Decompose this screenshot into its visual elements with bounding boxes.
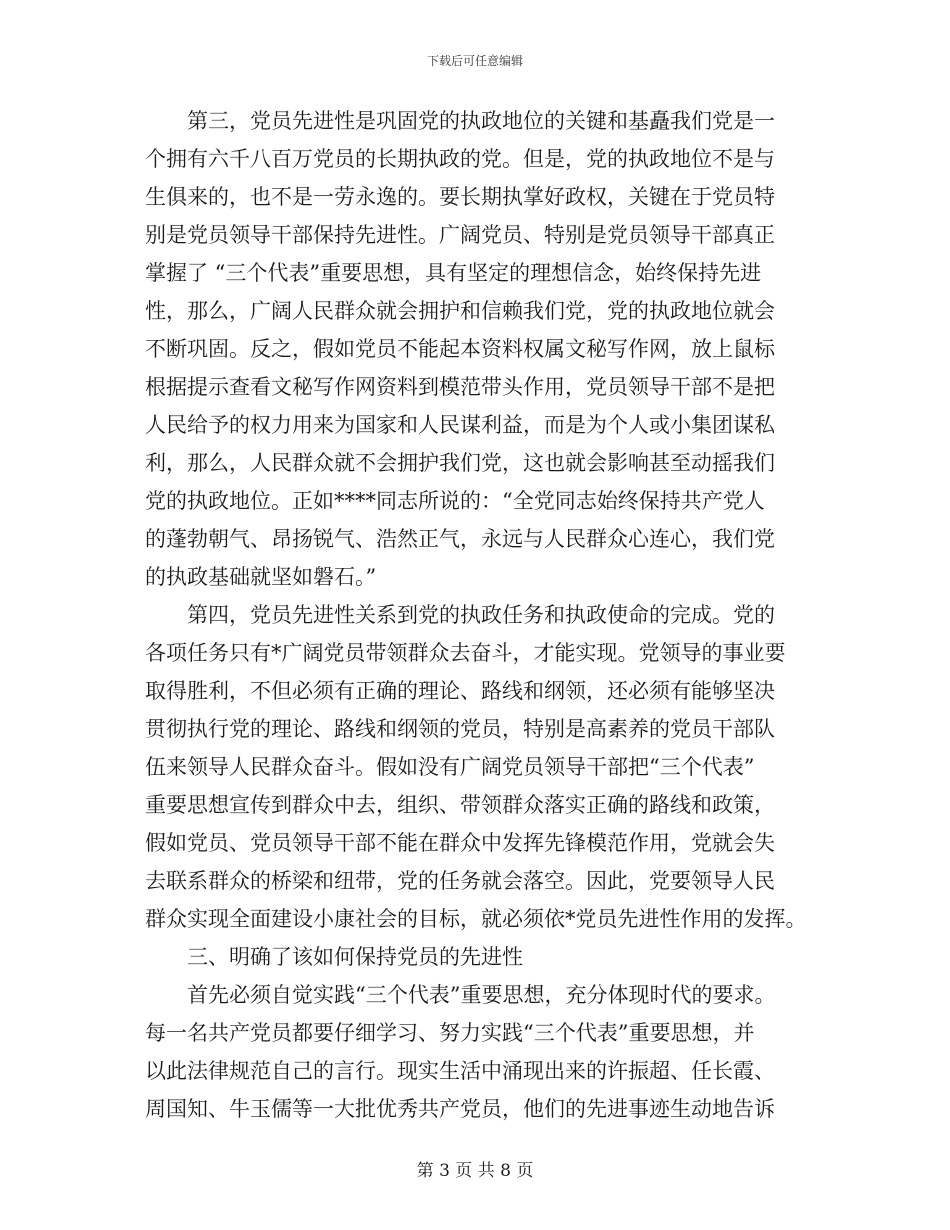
text-line: 假如党员、党员领导干部不能在群众中发挥先锋模范作用，党就会失 [145, 831, 775, 855]
text-line: 每一名共产党员都要仔细学习、努力实践“三个代表”重要思想，并 [145, 1021, 755, 1045]
text-line: 去联系群众的桥梁和纽带，党的任务就会落空。因此，党要领导人民 [145, 869, 775, 893]
text-line: 利，那么，人民群众就不会拥护我们党，这也就会影响甚至动摇我们 [145, 451, 775, 475]
text-line: 根据提示查看文秘写作网资料到模范带头作用，党员领导干部不是把 [145, 375, 775, 399]
text-line: 伍来领导人民群众奋斗。假如没有广阔党员领导干部把“三个代表” [145, 755, 755, 779]
text-line: 的蓬勃朝气、昂扬锐气、浩然正气，永远与人民群众心连心，我们党 [145, 527, 775, 551]
text-line: 的执政基础就坚如磐石。” [145, 565, 377, 589]
text-line: 性，那么，广阔人民群众就会拥护和信赖我们党，党的执政地位就会 [145, 299, 775, 323]
text-line: 别是党员领导干部保持先进性。广阔党员、特别是党员领导干部真正 [145, 223, 775, 247]
text-line: 第三，党员先进性是巩固党的执政地位的关键和基矗我们党是一 [145, 109, 775, 133]
text-line: 三、明确了该如何保持党员的先进性 [145, 945, 523, 969]
text-line: 取得胜利，不但必须有正确的理论、路线和纲领，还必须有能够坚决 [145, 679, 775, 703]
page-footer: 第 3 页 共 8 页 [416, 1161, 534, 1181]
text-line: 周国知、牛玉儒等一大批优秀共产党员，他们的先进事迹生动地告诉 [145, 1097, 775, 1121]
text-line: 重要思想宣传到群众中去，组织、带领群众落实正确的路线和政策， [145, 793, 775, 817]
text-line: 各项任务只有*广阔党员带领群众去奋斗，才能实现。党领导的事业要 [145, 641, 786, 665]
text-line: 群众实现全面建设小康社会的目标，就必须依*党员先进性作用的发挥。 [145, 907, 807, 931]
text-line: 生俱来的，也不是一劳永逸的。要长期执掌好政权，关键在于党员特 [145, 185, 775, 209]
text-line: 掌握了 “三个代表”重要思想，具有坚定的理想信念，始终保持先进 [145, 261, 762, 285]
text-line: 不断巩固。反之，假如党员不能起本资料权属文秘写作网，放上鼠标 [145, 337, 775, 361]
text-line: 党的执政地位。正如****同志所说的：“全党同志始终保持共产党人 [145, 489, 765, 513]
text-line: 以此法律规范自己的言行。现实生活中涌现出来的许振超、任长霞、 [145, 1059, 775, 1083]
text-line: 人民给予的权力用来为国家和人民谋利益，而是为个人或小集团谋私 [145, 413, 775, 437]
text-line: 第四，党员先进性关系到党的执政任务和执政使命的完成。党的 [145, 603, 775, 627]
text-line: 首先必须自觉实践“三个代表”重要思想，充分体现时代的要求。 [145, 983, 776, 1007]
page-header: 下载后可任意编辑 [426, 54, 523, 68]
text-line: 个拥有六千八百万党员的长期执政的党。但是，党的执政地位不是与 [145, 147, 775, 171]
text-line: 贯彻执行党的理论、路线和纲领的党员，特别是高素养的党员干部队 [145, 717, 775, 741]
document-body [145, 102, 815, 1128]
